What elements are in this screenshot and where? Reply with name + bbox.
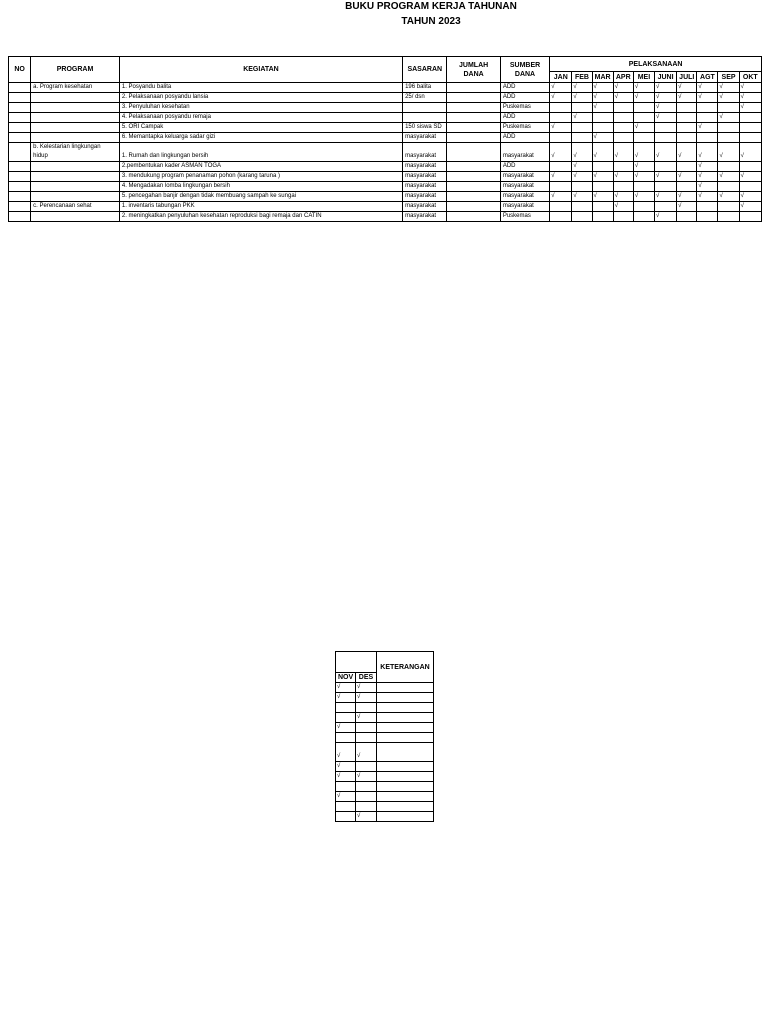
month-check-cell bbox=[356, 782, 377, 792]
month-check-cell: √ bbox=[356, 743, 377, 762]
row-keterangan bbox=[377, 733, 434, 743]
row-sumber-dana: masyarakat bbox=[500, 172, 549, 182]
month-check-cell: √ bbox=[633, 162, 654, 172]
month-check-cell: √ bbox=[336, 693, 356, 703]
header-keterangan: KETERANGAN bbox=[377, 652, 434, 683]
month-check-cell: √ bbox=[336, 743, 356, 762]
month-check-cell: √ bbox=[677, 192, 697, 202]
row-kegiatan: 6. Memantapka keluarga sadar gizi bbox=[119, 133, 402, 143]
month-check-cell bbox=[633, 133, 654, 143]
row-sumber-dana: Puskemas bbox=[500, 123, 549, 133]
row-kegiatan: 2.pembentukan kader ASMAN TOGA bbox=[119, 162, 402, 172]
month-check-cell bbox=[739, 113, 761, 123]
month-check-cell bbox=[572, 103, 592, 113]
row-sumber-dana: masyarakat bbox=[500, 143, 549, 162]
month-check-cell: √ bbox=[572, 172, 592, 182]
header-pelaksanaan: PELAKSANAAN bbox=[550, 57, 762, 72]
month-check-cell: √ bbox=[613, 172, 633, 182]
month-check-cell: √ bbox=[718, 172, 739, 182]
row-jumlah-dana bbox=[447, 192, 500, 202]
month-check-cell bbox=[655, 123, 677, 133]
row-sumber-dana: masyarakat bbox=[500, 182, 549, 192]
month-check-cell bbox=[739, 133, 761, 143]
header-sumber-dana: SUMBER DANA bbox=[500, 57, 549, 83]
row-kegiatan: 2. Pelaksanaan posyandu lansia bbox=[119, 93, 402, 103]
month-check-cell: √ bbox=[592, 172, 613, 182]
table-row bbox=[336, 693, 434, 703]
month-check-cell bbox=[550, 162, 572, 172]
month-check-cell bbox=[356, 792, 377, 802]
table-row bbox=[9, 113, 762, 123]
month-check-cell bbox=[592, 202, 613, 212]
month-check-cell bbox=[739, 162, 761, 172]
row-sasaran bbox=[403, 113, 447, 123]
month-check-cell bbox=[633, 113, 654, 123]
table-row bbox=[336, 723, 434, 733]
month-check-cell bbox=[336, 802, 356, 812]
header-month: SEP bbox=[718, 72, 739, 83]
table-row bbox=[9, 162, 762, 172]
month-check-cell: √ bbox=[697, 192, 718, 202]
row-sumber-dana: Puskemas bbox=[500, 212, 549, 222]
month-check-cell bbox=[613, 182, 633, 192]
table-row bbox=[9, 83, 762, 93]
header-month: FEB bbox=[572, 72, 592, 83]
month-check-cell bbox=[697, 103, 718, 113]
month-check-cell bbox=[697, 202, 718, 212]
row-keterangan bbox=[377, 782, 434, 792]
month-check-cell bbox=[633, 202, 654, 212]
month-check-cell: √ bbox=[633, 143, 654, 162]
document-title: BUKU PROGRAM KERJA TAHUNAN bbox=[345, 1, 517, 12]
month-check-cell: √ bbox=[613, 202, 633, 212]
row-jumlah-dana bbox=[447, 143, 500, 162]
row-program bbox=[31, 212, 120, 222]
month-check-cell bbox=[550, 113, 572, 123]
document-year: TAHUN 2023 bbox=[401, 16, 461, 27]
month-check-cell: √ bbox=[697, 143, 718, 162]
row-sumber-dana: ADD bbox=[500, 93, 549, 103]
month-check-cell bbox=[592, 182, 613, 192]
row-kegiatan: 3. mendukung program penanaman pohon (karang taruna ) bbox=[119, 172, 402, 182]
month-check-cell bbox=[718, 103, 739, 113]
row-no bbox=[9, 172, 31, 182]
month-check-cell: √ bbox=[572, 192, 592, 202]
table-row bbox=[9, 103, 762, 113]
month-check-cell bbox=[718, 162, 739, 172]
row-keterangan bbox=[377, 802, 434, 812]
month-check-cell: √ bbox=[633, 83, 654, 93]
month-check-cell bbox=[592, 212, 613, 222]
header-month: APR bbox=[613, 72, 633, 83]
month-check-cell: √ bbox=[655, 93, 677, 103]
month-check-cell bbox=[655, 133, 677, 143]
table-row bbox=[336, 703, 434, 713]
row-no bbox=[9, 162, 31, 172]
row-keterangan bbox=[377, 703, 434, 713]
month-check-cell bbox=[613, 123, 633, 133]
row-keterangan bbox=[377, 772, 434, 782]
month-check-cell bbox=[550, 182, 572, 192]
row-keterangan bbox=[377, 812, 434, 822]
row-sasaran: masyarakat bbox=[403, 162, 447, 172]
row-keterangan bbox=[377, 693, 434, 703]
month-check-cell bbox=[356, 802, 377, 812]
month-check-cell bbox=[613, 103, 633, 113]
month-check-cell: √ bbox=[572, 143, 592, 162]
month-check-cell bbox=[718, 123, 739, 133]
row-jumlah-dana bbox=[447, 162, 500, 172]
row-sasaran: masyarakat bbox=[403, 202, 447, 212]
month-check-cell: √ bbox=[739, 83, 761, 93]
row-no bbox=[9, 93, 31, 103]
row-keterangan bbox=[377, 683, 434, 693]
month-check-cell bbox=[655, 202, 677, 212]
row-no bbox=[9, 192, 31, 202]
month-check-cell: √ bbox=[592, 83, 613, 93]
row-no bbox=[9, 182, 31, 192]
month-check-cell: √ bbox=[592, 103, 613, 113]
month-check-cell: √ bbox=[697, 83, 718, 93]
month-check-cell bbox=[677, 123, 697, 133]
month-check-cell bbox=[336, 782, 356, 792]
month-check-cell bbox=[613, 113, 633, 123]
header-no: NO bbox=[9, 57, 31, 83]
month-check-cell bbox=[697, 133, 718, 143]
month-check-cell bbox=[677, 103, 697, 113]
row-jumlah-dana bbox=[447, 133, 500, 143]
month-check-cell bbox=[572, 182, 592, 192]
month-check-cell: √ bbox=[655, 103, 677, 113]
header-month: JUNI bbox=[655, 72, 677, 83]
row-no bbox=[9, 103, 31, 113]
table-row bbox=[336, 683, 434, 693]
month-check-cell: √ bbox=[336, 683, 356, 693]
month-check-cell: √ bbox=[613, 83, 633, 93]
month-check-cell: √ bbox=[718, 113, 739, 123]
row-kegiatan: 1. Rumah dan lingkungan bersih bbox=[119, 143, 402, 162]
row-jumlah-dana bbox=[447, 212, 500, 222]
month-check-cell: √ bbox=[356, 693, 377, 703]
month-check-cell bbox=[592, 113, 613, 123]
month-check-cell: √ bbox=[655, 192, 677, 202]
month-check-cell: √ bbox=[655, 83, 677, 93]
month-check-cell bbox=[592, 162, 613, 172]
month-check-cell: √ bbox=[697, 93, 718, 103]
row-program bbox=[31, 172, 120, 182]
row-program: c. Perencanaan sehat bbox=[31, 202, 120, 212]
month-check-cell: √ bbox=[718, 192, 739, 202]
row-kegiatan: 1. inventaris tabungan PKK bbox=[119, 202, 402, 212]
month-check-cell: √ bbox=[550, 123, 572, 133]
month-check-cell: √ bbox=[633, 123, 654, 133]
header-month: OKT bbox=[739, 72, 761, 83]
month-check-cell bbox=[677, 162, 697, 172]
row-kegiatan: 5. pencegahan banjir dengan tidak membuang sampah ke sungai bbox=[119, 192, 402, 202]
month-check-cell: √ bbox=[336, 792, 356, 802]
row-sasaran: masyarakat bbox=[403, 182, 447, 192]
table-row bbox=[9, 143, 762, 162]
month-check-cell bbox=[633, 103, 654, 113]
month-check-cell bbox=[613, 133, 633, 143]
header-month: AGT bbox=[697, 72, 718, 83]
month-check-cell: √ bbox=[550, 172, 572, 182]
row-sasaran: 150 siswa SD bbox=[403, 123, 447, 133]
month-check-cell: √ bbox=[739, 103, 761, 113]
month-check-cell bbox=[655, 182, 677, 192]
month-check-cell: √ bbox=[739, 143, 761, 162]
month-check-cell bbox=[572, 133, 592, 143]
header-blank bbox=[336, 652, 377, 673]
program-table bbox=[8, 56, 762, 222]
table-row bbox=[336, 772, 434, 782]
row-sumber-dana: ADD bbox=[500, 162, 549, 172]
header-month: MAR bbox=[592, 72, 613, 83]
month-check-cell bbox=[613, 162, 633, 172]
row-no bbox=[9, 143, 31, 162]
month-check-cell: √ bbox=[677, 93, 697, 103]
table-row bbox=[9, 133, 762, 143]
month-check-cell: √ bbox=[739, 192, 761, 202]
row-program bbox=[31, 123, 120, 133]
header-sasaran: SASARAN bbox=[403, 57, 447, 83]
month-check-cell: √ bbox=[718, 93, 739, 103]
row-kegiatan: 1. Posyandu balita bbox=[119, 83, 402, 93]
month-check-cell: √ bbox=[592, 192, 613, 202]
month-check-cell: √ bbox=[718, 83, 739, 93]
month-check-cell: √ bbox=[655, 143, 677, 162]
header-month: JAN bbox=[550, 72, 572, 83]
table-row bbox=[336, 743, 434, 762]
month-check-cell bbox=[697, 212, 718, 222]
row-program bbox=[31, 162, 120, 172]
month-check-cell: √ bbox=[677, 172, 697, 182]
month-check-cell: √ bbox=[550, 192, 572, 202]
program-table-continuation bbox=[335, 651, 434, 822]
table-row bbox=[9, 182, 762, 192]
month-check-cell: √ bbox=[633, 93, 654, 103]
table-row bbox=[336, 762, 434, 772]
row-sumber-dana: ADD bbox=[500, 83, 549, 93]
row-sumber-dana: ADD bbox=[500, 133, 549, 143]
month-check-cell bbox=[677, 212, 697, 222]
header-month: JULI bbox=[677, 72, 697, 83]
month-check-cell: √ bbox=[550, 93, 572, 103]
month-check-cell: √ bbox=[356, 713, 377, 723]
month-check-cell bbox=[633, 212, 654, 222]
row-no bbox=[9, 202, 31, 212]
row-program bbox=[31, 182, 120, 192]
month-check-cell: √ bbox=[572, 113, 592, 123]
month-check-cell bbox=[697, 113, 718, 123]
row-kegiatan: 4. Mengadakan lomba lingkungan bersih bbox=[119, 182, 402, 192]
month-check-cell bbox=[655, 162, 677, 172]
row-jumlah-dana bbox=[447, 202, 500, 212]
month-check-cell bbox=[550, 212, 572, 222]
row-sumber-dana: Puskemas bbox=[500, 103, 549, 113]
month-check-cell: √ bbox=[613, 192, 633, 202]
row-kegiatan: 3. Penyuluhan kesehatan bbox=[119, 103, 402, 113]
row-keterangan bbox=[377, 743, 434, 762]
row-keterangan bbox=[377, 723, 434, 733]
table-row bbox=[336, 733, 434, 743]
month-check-cell: √ bbox=[336, 762, 356, 772]
header-jumlah-dana: JUMLAH DANA bbox=[447, 57, 500, 83]
month-check-cell bbox=[739, 123, 761, 133]
month-check-cell bbox=[336, 703, 356, 713]
month-check-cell: √ bbox=[356, 812, 377, 822]
header-month: DES bbox=[356, 673, 377, 683]
month-check-cell bbox=[356, 733, 377, 743]
month-check-cell: √ bbox=[550, 143, 572, 162]
month-check-cell: √ bbox=[677, 83, 697, 93]
row-program bbox=[31, 192, 120, 202]
table-row bbox=[336, 802, 434, 812]
month-check-cell: √ bbox=[336, 723, 356, 733]
month-check-cell bbox=[677, 133, 697, 143]
row-program: a. Program kesehatan bbox=[31, 83, 120, 93]
month-check-cell: √ bbox=[613, 143, 633, 162]
table-row bbox=[9, 93, 762, 103]
month-check-cell: √ bbox=[592, 93, 613, 103]
month-check-cell: √ bbox=[677, 143, 697, 162]
row-kegiatan: 5. ORI Campak bbox=[119, 123, 402, 133]
row-jumlah-dana bbox=[447, 113, 500, 123]
table-row bbox=[9, 192, 762, 202]
row-sasaran: masyarakat bbox=[403, 212, 447, 222]
month-check-cell: √ bbox=[633, 192, 654, 202]
month-check-cell bbox=[739, 212, 761, 222]
month-check-cell: √ bbox=[739, 202, 761, 212]
row-no bbox=[9, 123, 31, 133]
table-row bbox=[336, 792, 434, 802]
row-sasaran: masyarakat bbox=[403, 143, 447, 162]
month-check-cell bbox=[572, 212, 592, 222]
month-check-cell bbox=[633, 182, 654, 192]
row-jumlah-dana bbox=[447, 123, 500, 133]
month-check-cell bbox=[550, 202, 572, 212]
month-check-cell: √ bbox=[677, 202, 697, 212]
row-program bbox=[31, 93, 120, 103]
month-check-cell bbox=[336, 812, 356, 822]
table-row bbox=[336, 812, 434, 822]
row-sasaran bbox=[403, 103, 447, 113]
row-keterangan bbox=[377, 713, 434, 723]
month-check-cell: √ bbox=[572, 162, 592, 172]
row-sasaran: masyarakat bbox=[403, 192, 447, 202]
row-keterangan bbox=[377, 762, 434, 772]
month-check-cell: √ bbox=[356, 683, 377, 693]
month-check-cell bbox=[592, 123, 613, 133]
row-sasaran: 196 balita bbox=[403, 83, 447, 93]
row-no bbox=[9, 113, 31, 123]
header-kegiatan: KEGIATAN bbox=[119, 57, 402, 83]
month-check-cell: √ bbox=[613, 93, 633, 103]
table-row bbox=[336, 782, 434, 792]
month-check-cell bbox=[550, 103, 572, 113]
table-row bbox=[9, 202, 762, 212]
month-check-cell bbox=[356, 703, 377, 713]
month-check-cell bbox=[613, 212, 633, 222]
month-check-cell bbox=[718, 182, 739, 192]
row-sumber-dana: ADD bbox=[500, 113, 549, 123]
row-kegiatan: 2. meningkatkan penyuluhan kesehatan reproduksi bagi remaja dan CATIN bbox=[119, 212, 402, 222]
month-check-cell: √ bbox=[336, 772, 356, 782]
month-check-cell bbox=[336, 713, 356, 723]
row-program bbox=[31, 103, 120, 113]
month-check-cell bbox=[677, 113, 697, 123]
month-check-cell: √ bbox=[550, 83, 572, 93]
month-check-cell bbox=[550, 133, 572, 143]
month-check-cell: √ bbox=[697, 172, 718, 182]
month-check-cell bbox=[718, 133, 739, 143]
month-check-cell bbox=[356, 762, 377, 772]
row-jumlah-dana bbox=[447, 172, 500, 182]
month-check-cell: √ bbox=[633, 172, 654, 182]
table-row bbox=[336, 713, 434, 723]
row-jumlah-dana bbox=[447, 83, 500, 93]
row-no bbox=[9, 212, 31, 222]
row-jumlah-dana bbox=[447, 93, 500, 103]
row-sumber-dana: masyarakat bbox=[500, 192, 549, 202]
row-jumlah-dana bbox=[447, 182, 500, 192]
header-month: MEI bbox=[633, 72, 654, 83]
table-row bbox=[9, 212, 762, 222]
row-program bbox=[31, 133, 120, 143]
row-sasaran: masyarakat bbox=[403, 172, 447, 182]
row-no bbox=[9, 133, 31, 143]
month-check-cell bbox=[572, 123, 592, 133]
month-check-cell bbox=[336, 733, 356, 743]
month-check-cell bbox=[718, 202, 739, 212]
table-row bbox=[9, 123, 762, 133]
month-check-cell: √ bbox=[697, 182, 718, 192]
month-check-cell: √ bbox=[592, 133, 613, 143]
month-check-cell: √ bbox=[697, 162, 718, 172]
month-check-cell bbox=[718, 212, 739, 222]
month-check-cell: √ bbox=[739, 172, 761, 182]
row-sasaran: 25/ dsn bbox=[403, 93, 447, 103]
row-no bbox=[9, 83, 31, 93]
month-check-cell bbox=[677, 182, 697, 192]
row-jumlah-dana bbox=[447, 103, 500, 113]
row-sasaran: masyarakat bbox=[403, 133, 447, 143]
month-check-cell bbox=[572, 202, 592, 212]
table-row bbox=[9, 172, 762, 182]
month-check-cell bbox=[739, 182, 761, 192]
row-keterangan bbox=[377, 792, 434, 802]
month-check-cell: √ bbox=[655, 212, 677, 222]
row-kegiatan: 4. Pelaksanaan posyandu remaja bbox=[119, 113, 402, 123]
month-check-cell: √ bbox=[718, 143, 739, 162]
month-check-cell: √ bbox=[572, 83, 592, 93]
row-sumber-dana: masyarakat bbox=[500, 202, 549, 212]
month-check-cell: √ bbox=[356, 772, 377, 782]
month-check-cell: √ bbox=[655, 172, 677, 182]
row-program: b. Kelestarian lingkungan hidup bbox=[31, 143, 120, 162]
month-check-cell bbox=[356, 723, 377, 733]
month-check-cell: √ bbox=[572, 93, 592, 103]
month-check-cell: √ bbox=[655, 113, 677, 123]
month-check-cell: √ bbox=[739, 93, 761, 103]
month-check-cell: √ bbox=[697, 123, 718, 133]
month-check-cell: √ bbox=[592, 143, 613, 162]
header-program: PROGRAM bbox=[31, 57, 120, 83]
row-program bbox=[31, 113, 120, 123]
header-month: NOV bbox=[336, 673, 356, 683]
